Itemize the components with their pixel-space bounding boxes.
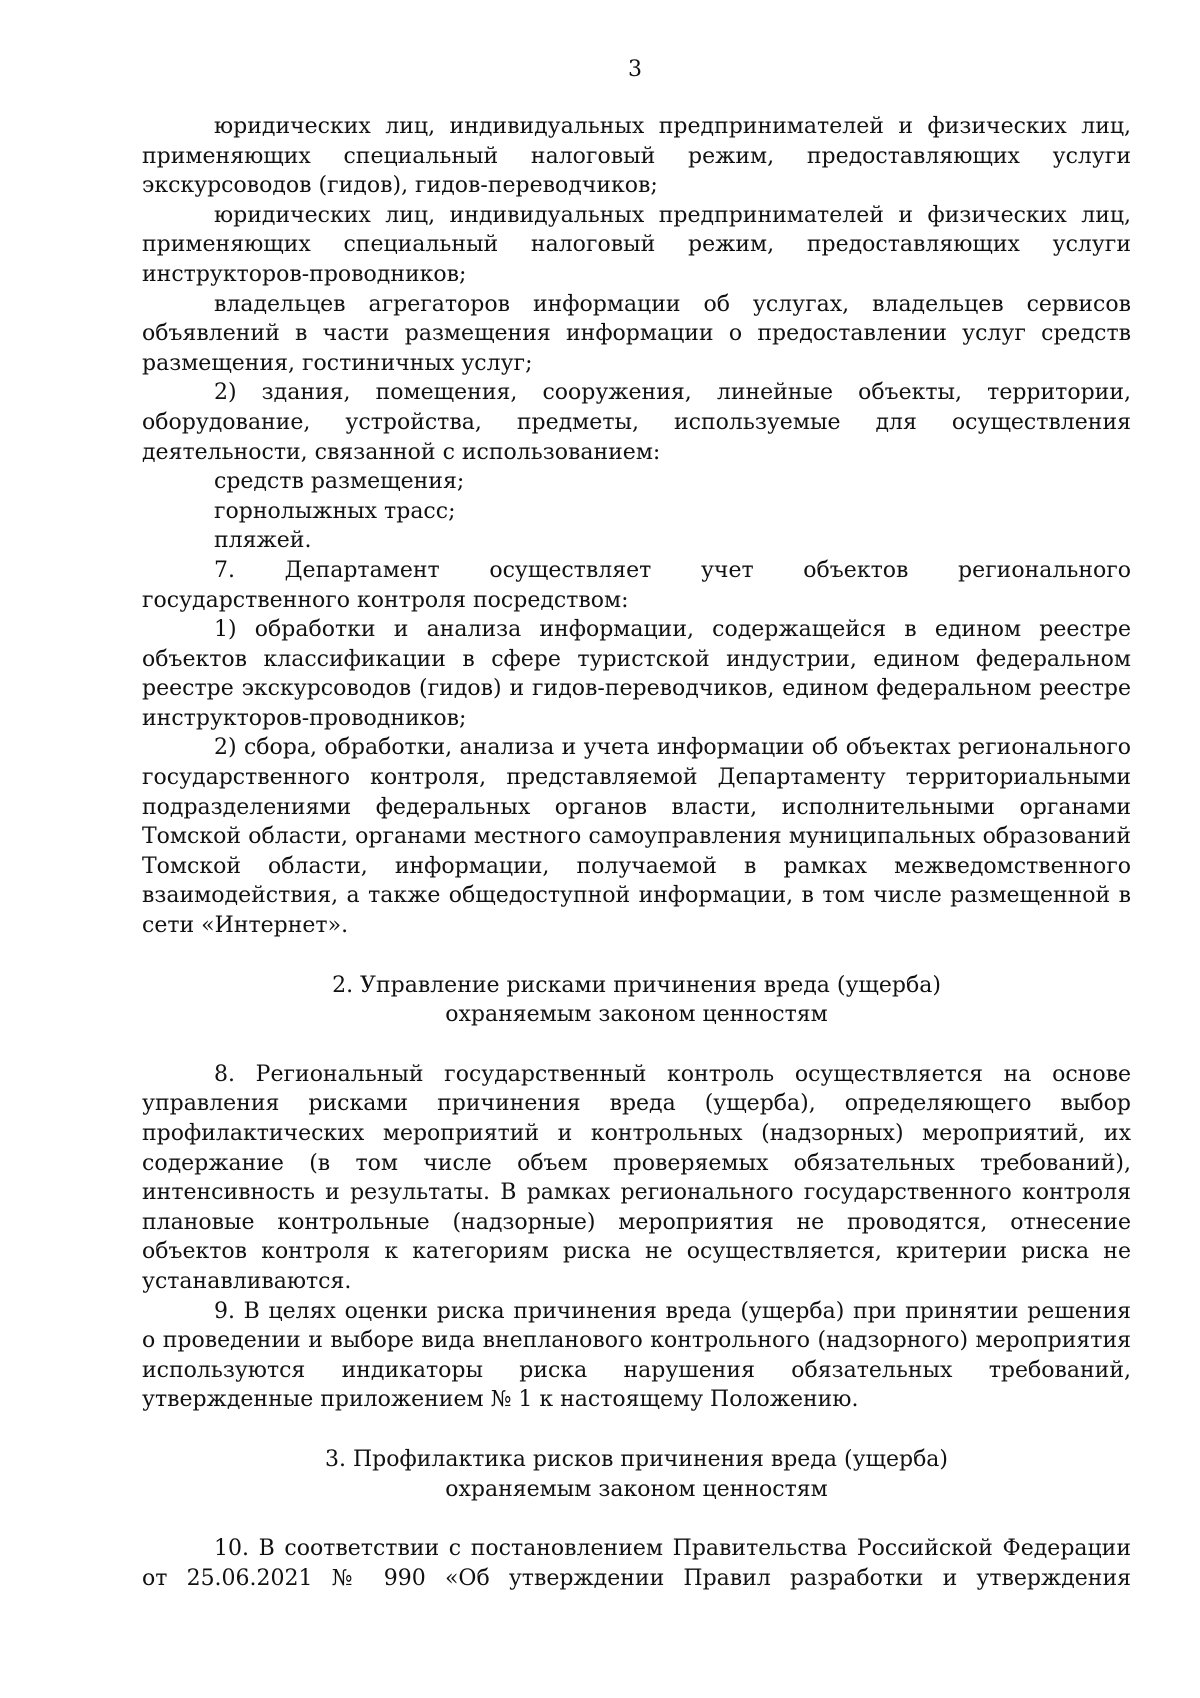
paragraph: пляжей. (214, 528, 312, 554)
paragraph: юридических лиц, индивидуальных предпринимателей и физических лиц, применяющих специальный налоговый режим, предоставляющих услуги инструкторов-проводников; (142, 202, 1131, 287)
paragraph: 8. Региональный государственный контроль осуществляется на основе управления рисками причинения вреда (ущерба), определяющего выбор профилактических мероприятий и контрольных (надзорных) мероприятий, их содержание (в том числе объем проверяемых обязательных требований), интенсивность и результаты. В рамках регионального государственного контроля плановые контрольные (надзорные) мероприятия не проводятся, отнесение объектов контроля к категориям риска не осуществляется, критерии риска не устанавливаются. (142, 1061, 1131, 1294)
paragraph: 1) обработки и анализа информации, содержащейся в едином реестре объектов классификации в сфере туристской индустрии, едином федеральном реестре экскурсоводов (гидов) и гидов-переводчиков, едином федеральном реестре инструкторов-проводников; (142, 617, 1131, 731)
page-number: 3 (628, 57, 642, 82)
paragraph: владельцев агрегаторов информации об услугах, владельцев сервисов объявлений в части размещения информации о предоставлении услуг средств размещения, гостиничных услуг; (142, 291, 1131, 376)
paragraph: 2) сбора, обработки, анализа и учета информации об объектах регионального государственного контроля, представляемой Департаменту территориальными подразделениями федеральных органов власти, исполнительными органами Томской области, органами местного самоуправления муниципальных образований Томской области, информации, получаемой в рамках межведомственного взаимодействия, а также общедоступной информации, в том числе размещенной в сети «Интернет». (142, 735, 1131, 939)
paragraph: средств размещения; (214, 469, 465, 495)
paragraph: 9. В целях оценки риска причинения вреда (ущерба) при принятии решения о проведении и выборе вида внепланового контрольного (надзорного) мероприятия используются индикаторы риска нарушения обязательных требований, утвержденные приложением № 1 к настоящему Положению. (142, 1298, 1131, 1413)
paragraph: 7. Департамент осуществляет учет объектов регионального государственного контроля посредством: (142, 557, 1131, 613)
paragraph: юридических лиц, индивидуальных предпринимателей и физических лиц, применяющих специальный налоговый режим, предоставляющих услуги экскурсоводов (гидов), гидов-переводчиков; (142, 114, 1131, 199)
paragraph: 2) здания, помещения, сооружения, линейные объекты, территории, оборудование, устройства, предметы, используемые для осуществления деятельности, связанной с использованием: (142, 380, 1131, 465)
section-heading-line: 2. Управление рисками причинения вреда (ущерба) (332, 972, 941, 998)
document-body (142, 112, 1131, 1593)
section-heading (142, 1445, 1131, 1504)
paragraph: 10. В соответствии с постановлением Правительства Российской Федерации от 25.06.2021 № 990 «Об утверждении Правил разработки и утверждения (142, 1536, 1131, 1591)
paragraph: горнолыжных трасс; (214, 498, 456, 524)
section-heading-line: охраняемым законом ценностям (445, 1002, 828, 1028)
section-heading (142, 971, 1131, 1030)
section-heading-line: охраняемым законом ценностям (445, 1476, 828, 1502)
section-heading-line: 3. Профилактика рисков причинения вреда (ущерба) (324, 1446, 949, 1472)
